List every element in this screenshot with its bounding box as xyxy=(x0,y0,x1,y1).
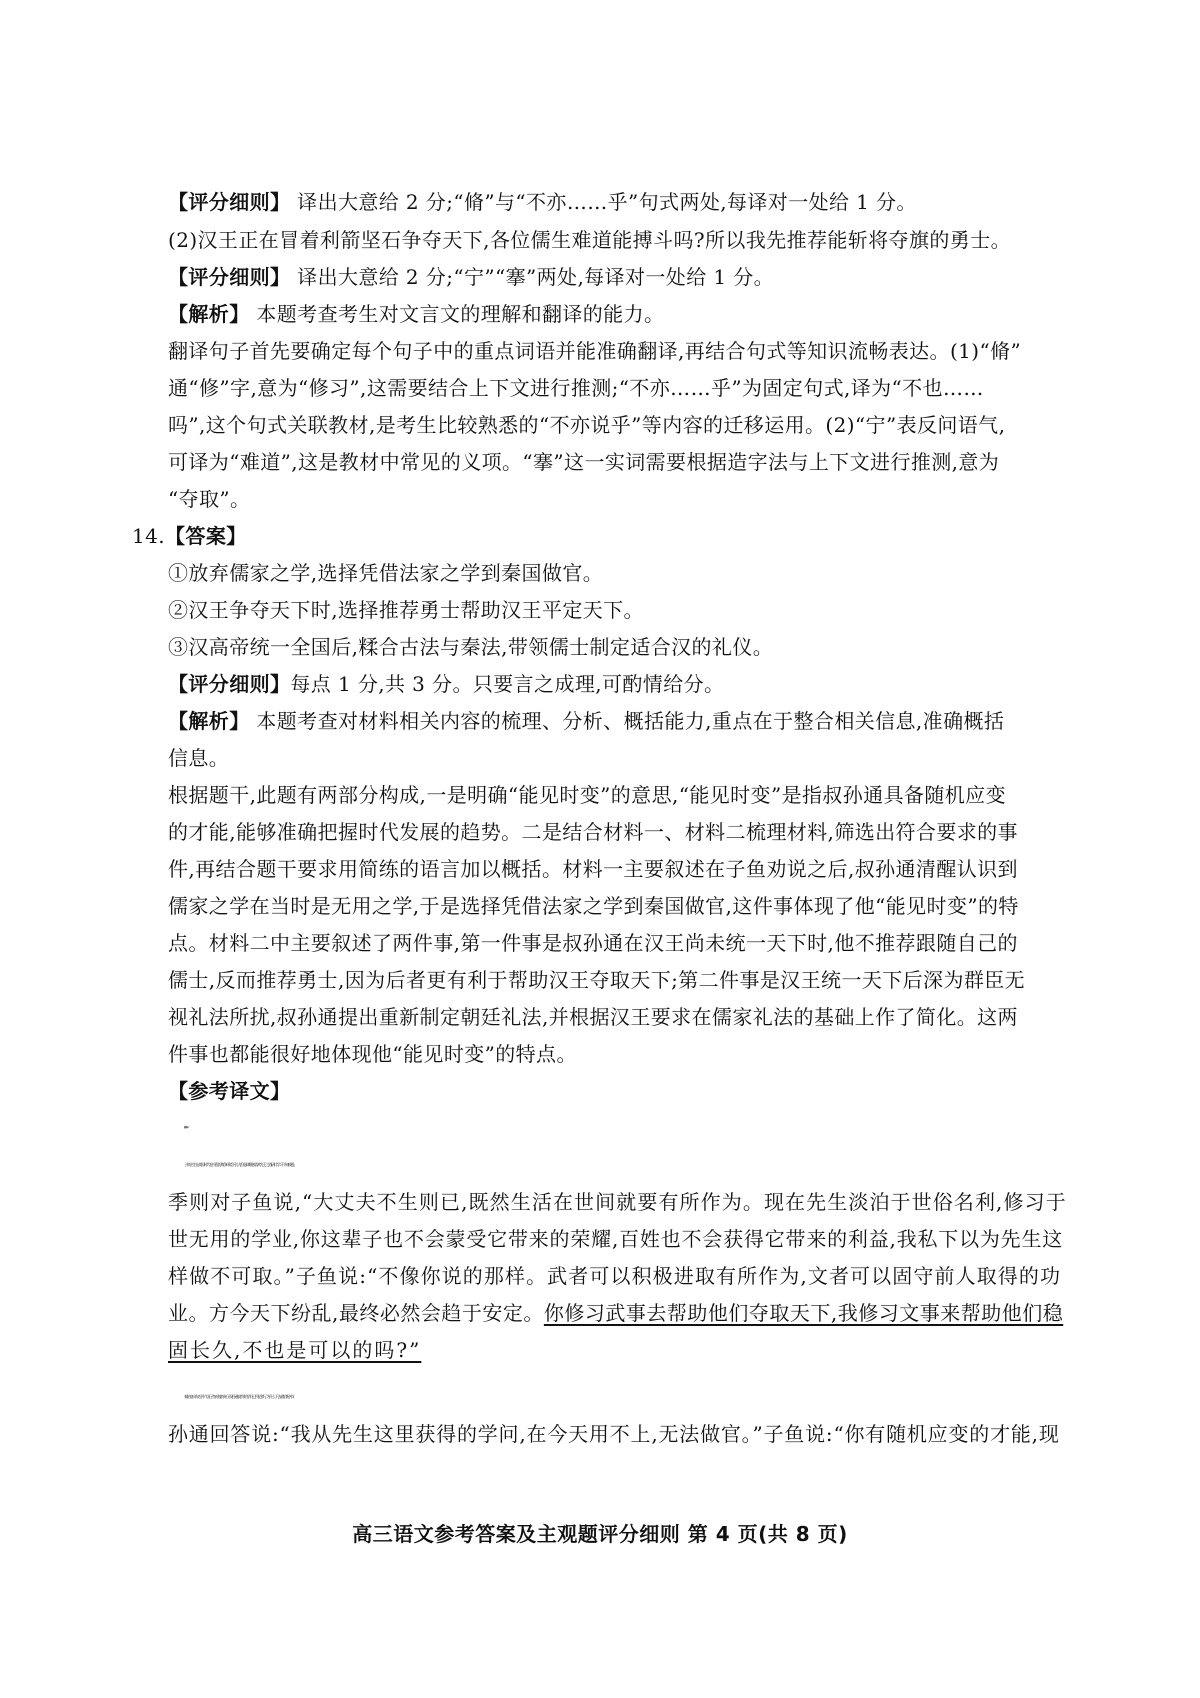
answer-point xyxy=(168,561,1073,585)
translation-paragraph-line xyxy=(168,1227,1073,1251)
scoring-rule-line xyxy=(168,265,1073,289)
text-run: 样做不可取。”子鱼说:“不像你说的那样。武者可以积极进取有所作为,文者可以固守前人取得的功 xyxy=(168,1264,1062,1288)
paragraph-line xyxy=(168,450,1073,474)
paragraph-line xyxy=(168,376,1073,400)
paragraph-line xyxy=(168,339,1073,363)
analysis-line xyxy=(168,709,1073,733)
section-tag: 【评分细则】 xyxy=(168,190,291,214)
paragraph-line xyxy=(168,820,1073,844)
section-tag: 【参考译文】 xyxy=(168,1079,291,1103)
text-run: 翻译句子首先要确定每个句子中的重点词语并能准确翻译,再结合句式等知识流畅表达。(1)“脩” xyxy=(168,339,1022,363)
translation-line xyxy=(168,228,1073,252)
underlined-text: 你修习武事去帮助他们夺取天下,我修习文事来帮助他们稳 xyxy=(543,1301,1064,1325)
text-run: “夺取”。 xyxy=(168,487,251,511)
scoring-rule-line xyxy=(168,672,1073,696)
translation-paragraph-line xyxy=(168,1422,1073,1446)
paragraph-line xyxy=(168,746,1073,770)
answer-point xyxy=(168,635,1073,659)
text-run: 业。方今天下纷乱,最终必然会趋于安定。 xyxy=(168,1301,544,1325)
translation-paragraph-line xyxy=(184,1153,1089,1177)
question-14-header xyxy=(132,524,1037,548)
text-run: 本题考查考生对文言文的理解和翻译的能力。 xyxy=(249,302,665,326)
text-run: 子鱼出生在战国时代,在纷乱的战争环境下长大,但是却唯独喜欢先王之道,研讨学习不知疲倦。 xyxy=(184,1162,297,1167)
translation-paragraph-line xyxy=(184,1385,1089,1409)
paragraph-line xyxy=(168,783,1073,807)
text-run: 译出大意给 2 分;“宁”“搴”两处,每译对一处给 1 分。 xyxy=(290,265,775,289)
answer-point xyxy=(168,598,1073,622)
translation-paragraph-line xyxy=(168,1264,1073,1288)
text-run: 视礼法所扰,叔孙通提出重新制定朝廷礼法,并根据汉王要求在儒家礼法的基础上作了简化。这两 xyxy=(168,1005,1018,1029)
scoring-rule-line xyxy=(168,190,1073,214)
paragraph-line xyxy=(168,413,1073,437)
paragraph-line xyxy=(168,931,1073,955)
section-tag: 【解析】 xyxy=(168,709,250,733)
text-run: ①放弃儒家之学,选择凭借法家之学到秦国做官。 xyxy=(168,561,604,585)
text-run: 季则对子鱼说,“大丈夫不生则已,既然生活在世间就要有所作为。现在先生淡泊于世俗名利,修习于 xyxy=(168,1190,1067,1214)
analysis-line xyxy=(168,302,1073,326)
section-tag: 【答案】 xyxy=(165,524,247,548)
section-tag: 【评分细则】 xyxy=(168,265,291,289)
translation-paragraph-line xyxy=(168,1338,1073,1362)
text-run: 每点 1 分,共 3 分。只要言之成理,可酌情给分。 xyxy=(290,672,725,696)
text-run: 点。材料二中主要叙述了两件事,第一件事是叔孙通在汉王尚未统一天下时,他不推荐跟随自己的 xyxy=(168,931,1018,955)
section-tag: 【解析】 xyxy=(168,302,250,326)
translation-paragraph-line xyxy=(168,1190,1073,1214)
text-run: 信息。 xyxy=(168,746,230,770)
paragraph-line xyxy=(168,487,1073,511)
material-label: 材料一: xyxy=(184,1126,189,1129)
text-run: 可译为“难道”,这是教材中常见的义项。“搴”这一实词需要根据造字法与上下文进行推测,意为 xyxy=(168,450,1000,474)
text-run: 通“修”字,意为“修习”,这需要结合上下文进行推测;“不亦……乎”为固定句式,译为“不也…… xyxy=(168,376,984,400)
text-run: ③汉高帝统一全国后,糅合古法与秦法,带领儒士制定适合汉的礼仪。 xyxy=(168,635,774,659)
text-run: 孙通回答说:“我从先生这里获得的学问,在今天用不上,无法做官。”子鱼说:“你有随机应变的才能,现 xyxy=(168,1422,1060,1446)
text-run: 儒士,反而推荐勇士,因为后者更有利于帮助汉王夺取天下;第二件事是汉王统一天下后深为群臣无 xyxy=(168,968,1026,992)
text-run: 根据题干,此题有两部分构成,一是明确“能见时变”的意思,“能见时变”是指叔孙通具备随机应变 xyxy=(168,783,1006,807)
underlined-text: 固长久,不也是可以的吗?” xyxy=(168,1338,422,1362)
text-run: 件,再结合题干要求用简练的语言加以概括。材料一主要叙述在子鱼劝说之后,叔孙通清醒认识到 xyxy=(168,857,1018,881)
text-run: 儒家之学在当时是无用之学,于是选择凭借法家之学到秦国做官,这件事体现了他“能见时变”的特 xyxy=(168,894,1019,918)
text-run: 的才能,能够准确把握时代发展的趋势。二是结合材料一、材料二梳理材料,筛选出符合要求的事 xyxy=(168,820,1018,844)
translation-paragraph-line xyxy=(168,1301,1073,1325)
text-run: 吗”,这个句式关联教材,是考生比较熟悉的“不亦说乎”等内容的迁移运用。(2)“宁”表反问语气, xyxy=(168,413,1006,437)
paragraph-line xyxy=(168,857,1073,881)
text-run: ②汉王争夺天下时,选择推荐勇士帮助汉王平定天下。 xyxy=(168,598,644,622)
text-run: 件事也都能很好地体现他“能见时变”的特点。 xyxy=(168,1042,577,1066)
text-run: 译出大意给 2 分;“脩”与“不亦……乎”句式两处,每译对一处给 1 分。 xyxy=(290,190,917,214)
paragraph-line xyxy=(168,968,1073,992)
paragraph-line xyxy=(168,894,1073,918)
page-footer: 高三语文参考答案及主观题评分细则 第 4 页(共 8 页) xyxy=(352,1522,848,1546)
reference-translation-heading xyxy=(168,1079,1073,1103)
text-run: 秦始皇向东吞并六国,子鱼对他的弟子叔孙通说:“你的学问已经足够了,为什么不去做官呢?”叔 xyxy=(184,1394,294,1399)
paragraph-line xyxy=(168,1005,1073,1029)
text-run: 世无用的学业,你这辈子也不会蒙受它带来的荣耀,百姓也不会获得它带来的利益,我私下以为先生这 xyxy=(168,1227,1064,1251)
question-number: 14. xyxy=(132,524,166,548)
material-one-heading xyxy=(184,1116,1089,1140)
paragraph-line xyxy=(168,1042,1073,1066)
section-tag: 【评分细则】 xyxy=(168,672,291,696)
text-run: (2)汉王正在冒着利箭坚石争夺天下,各位儒生难道能搏斗吗?所以我先推荐能斩将夺旗的勇士。 xyxy=(168,228,1012,252)
text-run: 本题考查对材料相关内容的梳理、分析、概括能力,重点在于整合相关信息,准确概括 xyxy=(249,709,1005,733)
